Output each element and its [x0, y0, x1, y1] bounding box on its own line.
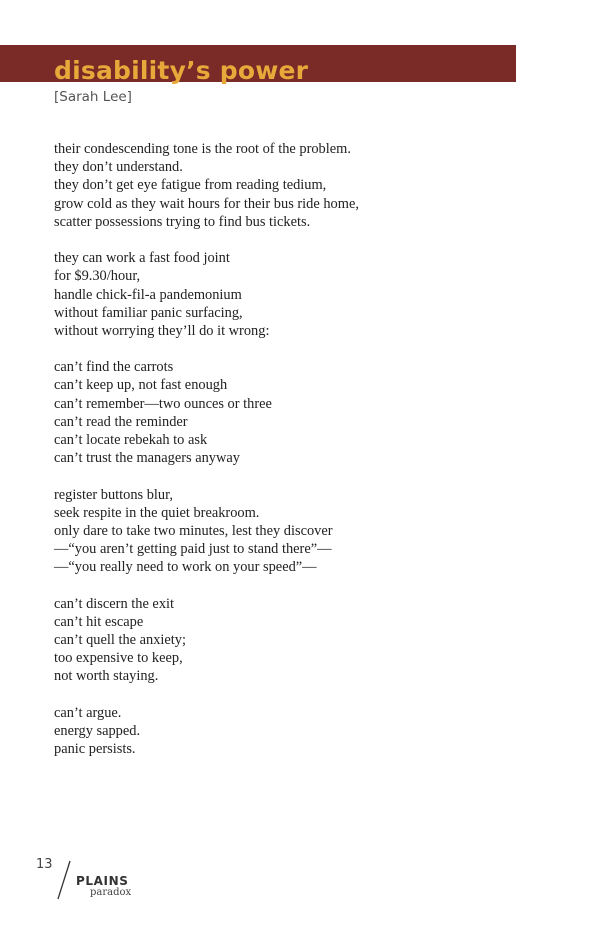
poem-line: can’t locate rebekah to ask	[54, 432, 208, 448]
poem-line: without familiar panic surfacing,	[54, 304, 243, 321]
poem-line: seek respite in the quiet breakroom.	[54, 504, 260, 521]
poem-line: can’t find the carrots	[54, 359, 174, 376]
logo-subtitle: paradox	[90, 887, 132, 898]
poem-line: not worth staying.	[54, 668, 159, 685]
poem-body	[54, 140, 554, 777]
poem-line: they don’t understand.	[54, 159, 183, 176]
poem-line: can’t trust the managers anyway	[54, 450, 240, 467]
poem-line: can’t quell the anxiety;	[54, 632, 187, 649]
stanza-4	[54, 486, 554, 577]
poem-line: —“you really need to work on your speed”—	[54, 559, 317, 576]
poem-line: can’t discern the exit	[54, 595, 175, 612]
poem-line: without worrying they’ll do it wrong:	[54, 322, 270, 339]
poem-line: can’t remember—two ounces or three	[54, 395, 272, 412]
poem-line: grow cold as they wait hours for their bus ride home,	[54, 195, 359, 212]
slash-icon	[56, 860, 72, 900]
stanza-5	[54, 595, 554, 686]
poem-line: panic persists.	[54, 741, 136, 758]
poem-line: can’t read the reminder	[54, 413, 188, 430]
poem-line: can’t keep up, not fast enough	[54, 377, 228, 394]
poem-line: only dare to take two minutes, lest they discover	[54, 522, 333, 539]
poem-line: they don’t get eye fatigue from reading tedium,	[54, 177, 327, 194]
poem-line: they can work a fast food joint	[54, 250, 230, 267]
poem-line: scatter possessions trying to find bus tickets.	[54, 213, 311, 230]
stanza-6	[54, 704, 554, 759]
author-byline: [Sarah Lee]	[54, 89, 132, 105]
page-number: 13	[36, 857, 53, 872]
poem-line: energy sapped.	[54, 723, 141, 739]
poem-line: register buttons blur,	[54, 486, 173, 503]
page-footer	[36, 854, 156, 904]
stanza-2	[54, 249, 554, 340]
poem-line: handle chick-fil-a pandemonium	[54, 286, 242, 303]
poem-line: for $9.30/hour,	[54, 268, 141, 285]
poem-line: can’t hit escape	[54, 613, 144, 630]
poem-line: —“you aren’t getting paid just to stand there”—	[54, 541, 332, 558]
logo-wordmark: PLAINS	[76, 874, 129, 888]
stanza-1	[54, 140, 554, 231]
poem-line: too expensive to keep,	[54, 650, 183, 667]
poem-line: can’t argue.	[54, 704, 122, 721]
stanza-3	[54, 358, 554, 467]
poem-title: disability’s power	[54, 56, 309, 85]
poem-line: their condescending tone is the root of the problem.	[54, 141, 351, 157]
